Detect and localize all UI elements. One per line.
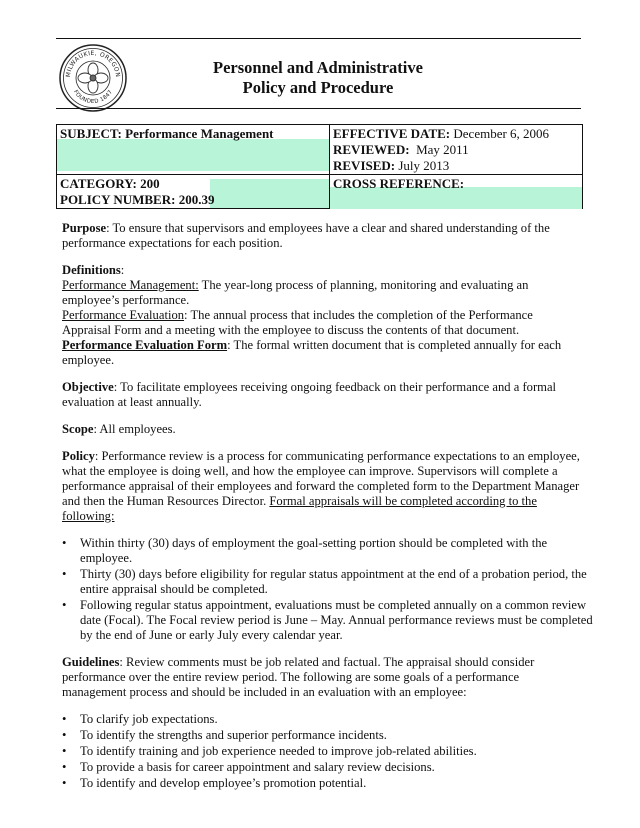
definition-term-evaluation-form: Performance Evaluation Form <box>62 338 228 352</box>
city-seal-icon <box>58 43 128 113</box>
cross-reference-label: CROSS REFERENCE: <box>333 176 465 191</box>
reviewed-label: REVIEWED: <box>333 142 410 157</box>
scope-text: : All employees. <box>93 422 176 436</box>
list-item: • To clarify job expectations. <box>62 712 584 727</box>
dates-cell <box>330 125 583 175</box>
cross-reference-cell <box>330 175 583 209</box>
guidelines-section <box>62 655 584 700</box>
seal-top-text: MILWAUKIE, OREGON <box>64 49 122 78</box>
page-title <box>140 58 496 98</box>
policy-number-label: POLICY NUMBER: <box>60 192 176 207</box>
policy-section <box>62 449 584 524</box>
objective-text: : To facilitate employees receiving ongoing feedback on their performance and a formal evaluation at least annually. <box>62 380 557 409</box>
guidelines-text: : Review comments must be job related and factual. The appraisal should consider performance over the entire review period. The following are some goals of a performance management process and should be included in an evaluation with an employee: <box>62 655 535 699</box>
policy-meta-table <box>56 124 583 209</box>
definitions-section <box>62 263 584 368</box>
objective-label: Objective <box>62 380 114 394</box>
list-item: • Following regular status appointment, evaluations must be completed annually on a common review date (Focal). The Focal review period is June – May. Annual performance reviews must be completed by the end of June or early July every calendar year. <box>62 598 594 643</box>
title-line-1: Personnel and Administrative <box>213 58 423 77</box>
policy-label: Policy <box>62 449 95 463</box>
reviewed-value: May 2011 <box>416 142 469 157</box>
category-label: CATEGORY: <box>60 176 137 191</box>
revised-label: REVISED: <box>333 158 396 173</box>
title-line-2: Policy and Procedure <box>242 78 394 97</box>
list-item: • To provide a basis for career appointment and salary review decisions. <box>62 760 584 775</box>
definition-term-performance-management: Performance Management: <box>62 278 199 292</box>
purpose-text: : To ensure that supervisors and employees have a clear and shared understanding of the performance expectations for each position. <box>62 221 550 250</box>
policy-bullet-list <box>62 536 594 643</box>
category-value: 200 <box>140 176 160 191</box>
seal-bottom-text: FOUNDED 1847 <box>71 89 115 106</box>
guidelines-label: Guidelines <box>62 655 120 669</box>
list-item: • Within thirty (30) days of employment the goal-setting portion should be completed with the employee. <box>62 536 594 566</box>
guidelines-bullet-list <box>62 712 584 791</box>
purpose-section <box>62 221 584 251</box>
revised-value: July 2013 <box>398 158 450 173</box>
list-item: • To identify and develop employee’s promotion potential. <box>62 776 584 791</box>
list-item: • To identify the strengths and superior performance incidents. <box>62 728 584 743</box>
subject-cell <box>57 125 330 175</box>
objective-section <box>62 380 584 410</box>
subject-label: SUBJECT: <box>60 126 122 141</box>
definition-text-evaluation-form: : The formal written document that is completed annually for each employee. <box>62 338 562 367</box>
definition-text-performance-evaluation: : The annual process that includes the completion of the Performance Appraisal Form and a meeting with the employee to discuss the contents of that document. <box>62 308 533 337</box>
subject-value: Performance Management <box>125 126 274 141</box>
policy-underlined-text: Formal appraisals will be completed according to the following: <box>62 494 537 523</box>
list-item: • Thirty (30) days before eligibility for regular status appointment at the end of a probation period, the entire appraisal should be completed. <box>62 567 594 597</box>
definition-text-performance-management: The year-long process of planning, monitoring and evaluating an employee’s performance. <box>62 278 529 307</box>
effective-date-label: EFFECTIVE DATE: <box>333 126 451 141</box>
header-bottom-rule <box>56 108 581 109</box>
effective-date-value: December 6, 2006 <box>453 126 550 141</box>
header-top-rule <box>56 38 581 39</box>
definitions-colon: : <box>120 263 125 277</box>
policy-text: : Performance review is a process for communicating performance expectations to an employee, what the employee is doing well, and how the employee can improve. Supervisors will complete a performance appraisal of their employees and forward the completed form to the Department Manager and then the Human Resources Director. <box>62 449 580 508</box>
policy-body <box>62 221 593 803</box>
policy-number-value: 200.39 <box>178 192 215 207</box>
category-cell <box>57 175 330 209</box>
definition-term-performance-evaluation: Performance Evaluation <box>62 308 185 322</box>
scope-label: Scope <box>62 422 94 436</box>
purpose-label: Purpose <box>62 221 107 235</box>
definitions-label: Definitions <box>62 263 121 277</box>
scope-section <box>62 422 584 437</box>
subject-highlight <box>57 139 329 171</box>
list-item: • To identify training and job experience needed to improve job-related abilities. <box>62 744 584 759</box>
